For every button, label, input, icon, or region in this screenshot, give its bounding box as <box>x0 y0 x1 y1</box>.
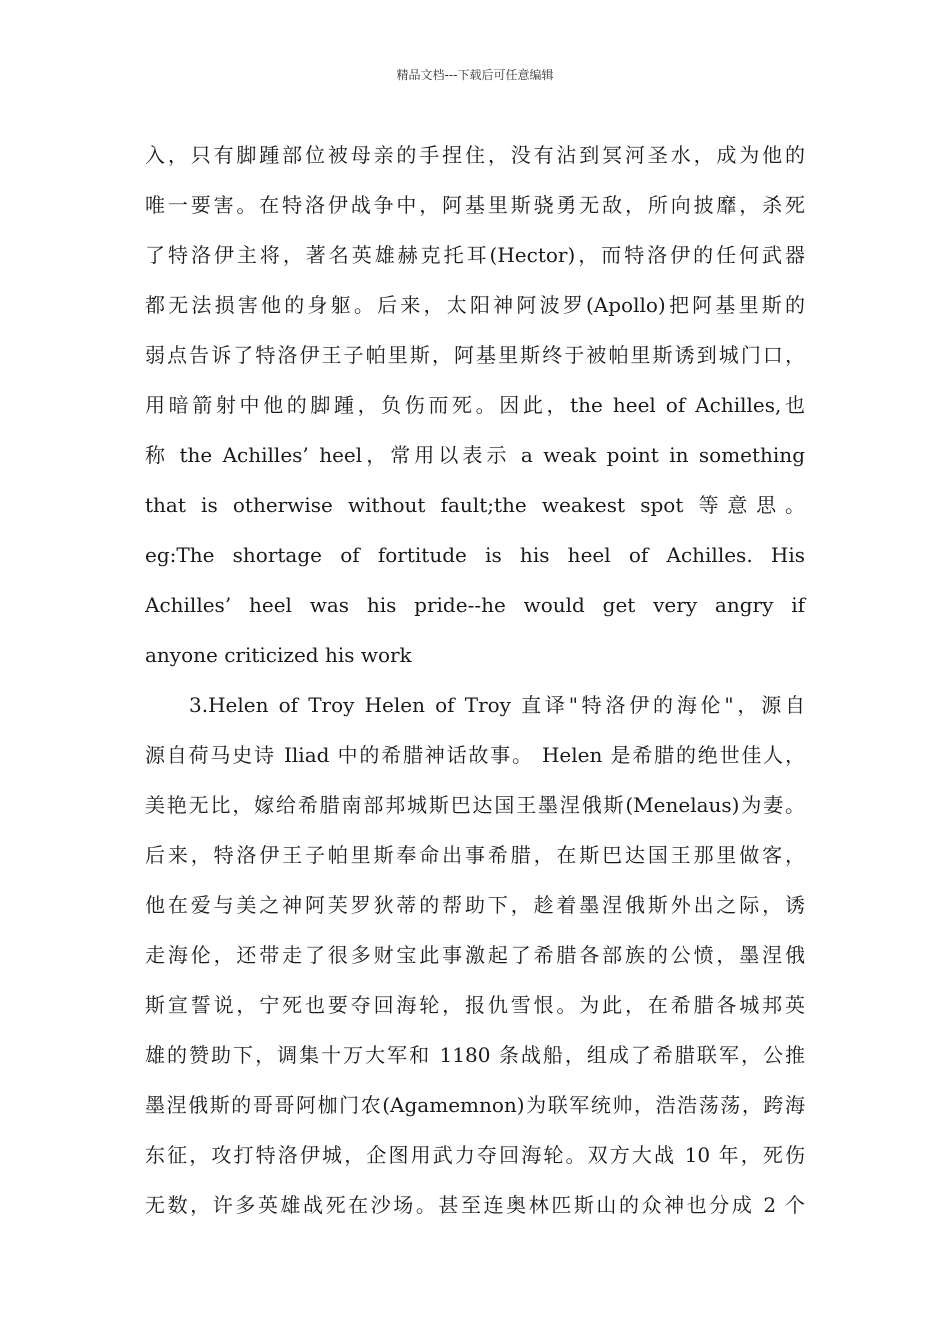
text-line: 墨涅俄斯的哥哥阿枷门农(Agamemnon)为联军统帅，浩浩荡荡，跨海 <box>145 1093 805 1117</box>
text-line: that is otherwise without fault;the weakest spot 等意思。 <box>145 493 805 517</box>
text-line: 称 the Achilles’ heel，常用以表示 a weak point in something <box>145 443 805 467</box>
text-line: 了特洛伊主将，著名英雄赫克托耳(Hector)，而特洛伊的任何武器 <box>145 243 805 267</box>
text-line: 3.Helen of Troy Helen of Troy 直译"特洛伊的海伦"，源自 <box>189 693 805 717</box>
text-line: 斯宣誓说，宁死也要夺回海轮，报仇雪恨。为此，在希腊各城邦英 <box>145 993 805 1017</box>
text-line: 唯一要害。在特洛伊战争中，阿基里斯骁勇无敌，所向披靡，杀死 <box>145 193 805 217</box>
paragraph-achilles-heel <box>145 130 813 680</box>
text-line: 美艳无比，嫁给希腊南部邦城斯巴达国王墨涅俄斯(Menelaus)为妻。 <box>145 793 805 817</box>
text-line: anyone criticized his work <box>145 643 412 667</box>
page-header: 精品文档---下载后可任意编辑 <box>396 68 554 82</box>
document-body <box>145 130 813 1230</box>
text-line: 入，只有脚踵部位被母亲的手捏住，没有沾到冥河圣水，成为他的 <box>145 143 805 167</box>
text-line: Achilles’ heel was his pride--he would get very angry if <box>145 593 805 617</box>
text-line: 弱点告诉了特洛伊王子帕里斯，阿基里斯终于被帕里斯诱到城门口， <box>145 343 805 367</box>
text-line: 源自荷马史诗 Iliad 中的希腊神话故事。 Helen 是希腊的绝世佳人， <box>145 743 805 767</box>
text-line: 他在爱与美之神阿芙罗狄蒂的帮助下，趁着墨涅俄斯外出之际，诱 <box>145 893 805 917</box>
text-line: eg:The shortage of fortitude is his heel of Achilles. His <box>145 543 805 567</box>
text-line: 雄的赞助下，调集十万大军和 1180 条战船，组成了希腊联军，公推 <box>145 1043 805 1067</box>
paragraph-helen-of-troy <box>145 680 813 1230</box>
text-line: 东征，攻打特洛伊城，企图用武力夺回海轮。双方大战 10 年，死伤 <box>145 1143 805 1167</box>
text-line: 无数，许多英雄战死在沙场。甚至连奥林匹斯山的众神也分成 2 个 <box>145 1193 805 1217</box>
text-line: 后来，特洛伊王子帕里斯奉命出事希腊，在斯巴达国王那里做客， <box>145 843 805 867</box>
text-line: 走海伦，还带走了很多财宝此事激起了希腊各部族的公愤，墨涅俄 <box>145 943 805 967</box>
text-line: 都无法损害他的身躯。后来，太阳神阿波罗(Apollo)把阿基里斯的 <box>145 293 805 317</box>
text-line: 用暗箭射中他的脚踵，负伤而死。因此，the heel of Achilles,也 <box>145 393 805 417</box>
